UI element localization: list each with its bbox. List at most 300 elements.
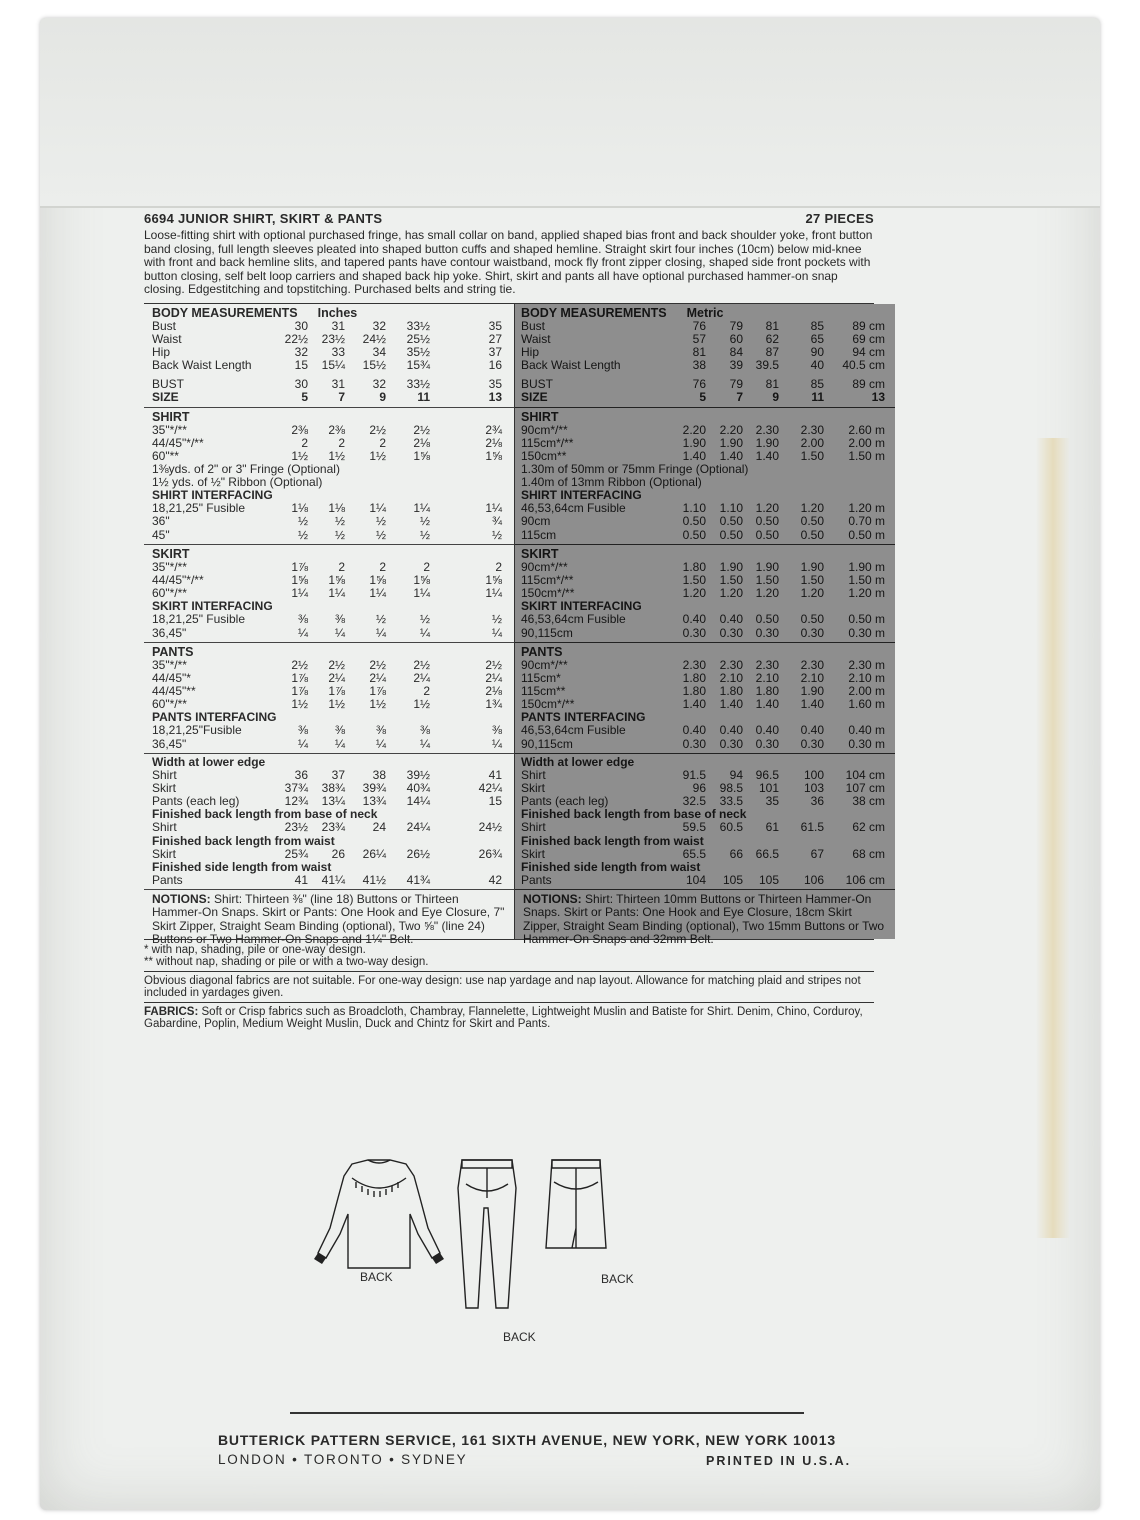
size-value: 0.50 xyxy=(755,527,779,542)
row-label: 46,53,64cm Fusible xyxy=(521,723,626,738)
size-value: 1.90 xyxy=(719,435,743,450)
skirt-section xyxy=(515,545,895,643)
publisher-cities: LONDON • TORONTO • SYDNEY xyxy=(218,1452,468,1467)
size-value: ½ xyxy=(297,514,308,529)
row-label: 115cm** xyxy=(521,684,566,699)
row-label: 115cm* xyxy=(521,670,561,685)
row-label: 44/45"* xyxy=(152,670,191,685)
size-value: 1½ xyxy=(369,697,386,712)
size-value: 2⅜ xyxy=(328,422,345,437)
width-title: Width at lower edge xyxy=(152,754,266,769)
size-value: 105 xyxy=(722,872,743,887)
size-value: 94 cm xyxy=(852,344,885,359)
size-value: 91.5 xyxy=(682,767,706,782)
pants-interfacing-title: PANTS INTERFACING xyxy=(521,710,646,725)
row-label: Pants (each leg) xyxy=(521,794,609,809)
size-value: 1.90 xyxy=(800,684,824,699)
size-value: 1⅝ xyxy=(369,572,386,587)
size-value: 1.20 xyxy=(755,586,779,601)
size-value: ⅜ xyxy=(375,723,386,738)
size-value: 85 xyxy=(810,318,824,333)
size-value: 2.10 m xyxy=(848,670,885,685)
size-value: 0.50 xyxy=(800,514,824,529)
shirt-inter-row xyxy=(521,515,889,528)
shirt-back-sketch xyxy=(318,1160,440,1268)
size-value: ⅜ xyxy=(297,723,308,738)
size-value: 0.50 m xyxy=(848,527,885,542)
size-value: 60.5 xyxy=(719,820,743,835)
pants-inter-row xyxy=(152,738,508,751)
shirt-title: SHIRT xyxy=(152,409,190,424)
shirt-title: SHIRT xyxy=(521,409,559,424)
shirt-interfacing-title: SHIRT INTERFACING xyxy=(521,488,642,503)
row-label: 35"*/** xyxy=(152,559,187,574)
shirt-note: 1½ yds. of ½" Ribbon (Optional) xyxy=(152,475,323,490)
yardage-tables xyxy=(144,303,885,947)
size-value: 1.20 xyxy=(755,501,779,516)
shirt-inter-row xyxy=(152,515,508,528)
size-value: 0.40 xyxy=(800,723,824,738)
size-value: 41½ xyxy=(362,872,386,887)
skirt-inter-row xyxy=(152,613,508,626)
row-label: 60"*/** xyxy=(152,697,187,712)
shirt-note: 1⅜yds. of 2" or 3" Fringe (Optional) xyxy=(152,462,340,477)
diagonal-note: Obvious diagonal fabrics are not suitable. For one-way design: use nap yardage and nap layout. Allowance for matching plaid and stripes not included in yardages given. xyxy=(144,975,874,1003)
size-value: 1⅝ xyxy=(485,572,502,587)
notions-section xyxy=(144,890,514,950)
size-value: 5 xyxy=(699,390,706,405)
row-label: 36" xyxy=(152,514,170,529)
row-label: 46,53,64cm Fusible xyxy=(521,501,626,516)
size-value: 23½ xyxy=(321,331,345,346)
pattern-header xyxy=(144,212,874,228)
size-value: 2.30 xyxy=(800,657,824,672)
size-value: 1⅝ xyxy=(413,449,430,463)
pants-interfacing-title: PANTS INTERFACING xyxy=(152,710,277,725)
size-value: ¼ xyxy=(334,625,345,640)
size-value: 24¼ xyxy=(406,820,430,835)
size-value: 65 xyxy=(810,331,824,346)
garment-sketches xyxy=(290,1158,634,1348)
notions-label: NOTIONS: xyxy=(152,891,211,906)
row-label: 45" xyxy=(152,527,170,542)
size-value: 23¾ xyxy=(321,820,345,835)
row-label: 60"** xyxy=(152,449,179,463)
size-value: 2½ xyxy=(369,422,386,437)
size-value: 37¾ xyxy=(284,781,308,795)
size-value: 42 xyxy=(488,872,502,887)
pants-row xyxy=(152,659,508,672)
row-label: 90,115cm xyxy=(521,625,573,640)
pants-section xyxy=(144,643,514,754)
size-value: 1⅞ xyxy=(328,684,345,699)
size-value: 2¾ xyxy=(485,422,502,437)
notions-text: Shirt: Thirteen ⅜" (line 18) Buttons or Thirteen Hammer-On Snaps. Skirt or Pants: One Hook and Eye Closure, 7" Skirt Zipper, Straight Seam Binding (optional), Two ⅝" (line 24) Buttons or Two Hammer-On Snaps and 1¼" Belt. xyxy=(152,891,505,947)
size-value: 15¾ xyxy=(406,358,430,373)
size-value: 0.50 xyxy=(755,612,779,627)
size-value: 24½ xyxy=(478,820,502,835)
size-value: 2¼ xyxy=(328,670,345,685)
size-value: ¼ xyxy=(419,736,430,751)
skirt-inter-row xyxy=(521,613,889,626)
size-value: 94 xyxy=(729,767,743,782)
size-value: 40¾ xyxy=(406,781,430,795)
size-value: 1⅝ xyxy=(413,572,430,587)
size-value: ½ xyxy=(419,527,430,542)
row-label: 36,45" xyxy=(152,736,187,751)
nap-footnote: * with nap, shading, pile or one-way design. xyxy=(144,943,366,956)
flap-fold-line xyxy=(40,206,1100,208)
size-value: 1⅞ xyxy=(291,670,308,685)
size-value: 2.10 xyxy=(800,670,824,685)
size-value: 0.40 xyxy=(719,723,743,738)
row-label: Pants (each leg) xyxy=(152,794,240,809)
body-measurements-section xyxy=(144,304,514,408)
size-value: ½ xyxy=(375,514,386,529)
shirt-row xyxy=(521,424,889,437)
size-value: 1.40 xyxy=(682,449,706,463)
skirt-row xyxy=(152,561,508,574)
size-value: 1⅝ xyxy=(291,572,308,587)
row-label: Bust xyxy=(152,318,177,333)
size-value: 1⅛ xyxy=(328,501,345,516)
size-value: 39½ xyxy=(406,767,430,782)
width-row xyxy=(521,795,889,808)
size-value: 35 xyxy=(488,377,502,392)
size-value: 40 xyxy=(810,358,824,373)
size-value: 1.50 m xyxy=(848,572,885,587)
size-value: 0.30 xyxy=(755,736,779,751)
size-value: 1⅝ xyxy=(485,449,502,463)
size-value: 1.80 xyxy=(719,684,743,699)
size-value: 66 xyxy=(729,846,743,861)
row-label: 44/45"*/** xyxy=(152,572,204,587)
size-value: 41¾ xyxy=(406,872,430,887)
size-value: 84 xyxy=(729,344,743,359)
size-value: 81 xyxy=(692,344,706,359)
size-value: 1⅞ xyxy=(369,684,386,699)
size-value: 106 xyxy=(803,872,824,887)
size-value: 37 xyxy=(331,767,345,782)
skirt-row xyxy=(521,561,889,574)
pants-back-sketch xyxy=(458,1160,516,1308)
back-neck-title: Finished back length from base of neck xyxy=(152,807,378,822)
size-value: 1⅝ xyxy=(328,572,345,587)
size-value: 32 xyxy=(372,377,386,392)
size-value: 2 xyxy=(423,559,430,574)
notions-text: Shirt: Thirteen 10mm Buttons or Thirteen Hammer-On Snaps. Skirt or Pants: One Hook and Eye Closure, 18cm Skirt Zipper, Straight Seam Binding (optional), Two 15mm Buttons or Two Hammer-On Snaps and 32mm Belt. xyxy=(523,891,885,947)
size-value: 0.40 xyxy=(719,612,743,627)
body-row xyxy=(521,333,889,346)
size-value: 2¼ xyxy=(485,670,502,685)
size-value: 1.90 xyxy=(800,559,824,574)
size-value: ¼ xyxy=(334,736,345,751)
size-value: 35½ xyxy=(406,344,430,359)
pants-inter-row xyxy=(521,738,889,751)
back-view-sketches xyxy=(290,1158,630,1348)
size-value: 24 xyxy=(372,820,386,835)
size-value: 0.50 xyxy=(682,527,706,542)
size-value: 38 cm xyxy=(852,794,885,809)
side-waist-title: Finished side length from waist xyxy=(521,859,701,874)
size-value: 15¼ xyxy=(321,358,345,373)
skirt-back-sketch xyxy=(546,1160,606,1248)
width-title: Width at lower edge xyxy=(521,754,635,769)
body-measurements-heading: BODY MEASUREMENTS xyxy=(521,305,667,320)
row-label: 150cm*/** xyxy=(521,586,575,601)
row-label: 90,115cm xyxy=(521,736,573,751)
row-label: Skirt xyxy=(521,846,545,861)
row-label: 90cm xyxy=(521,514,551,529)
size-value: ¼ xyxy=(491,625,502,640)
size-value: ½ xyxy=(491,527,502,542)
size-value: 0.30 m xyxy=(848,625,885,640)
size-value: 13¼ xyxy=(321,794,345,809)
size-value: 2.10 xyxy=(719,670,743,685)
size-value: 2.30 xyxy=(755,657,779,672)
size-value: 79 xyxy=(729,318,743,333)
size-value: 1½ xyxy=(291,697,308,712)
size-value: 107 cm xyxy=(845,781,885,795)
row-label: 60"*/** xyxy=(152,586,187,601)
size-value: ⅜ xyxy=(419,723,430,738)
size-value: 41 xyxy=(488,767,502,782)
size-value: 33 xyxy=(331,344,345,359)
size-value: 13 xyxy=(871,390,885,405)
size-value: 1.20 xyxy=(682,586,706,601)
size-value: 14¼ xyxy=(406,794,430,809)
size-value: 2.30 xyxy=(719,657,743,672)
shirt-section xyxy=(144,408,514,545)
printed-in: PRINTED IN U.S.A. xyxy=(706,1454,852,1468)
size-value: 26¾ xyxy=(478,846,502,861)
size-value: ½ xyxy=(375,527,386,542)
size-value: 68 cm xyxy=(852,846,885,861)
size-value: 30 xyxy=(294,377,308,392)
age-stain xyxy=(1036,438,1070,1238)
size-value: 2½ xyxy=(413,422,430,437)
row-label: Shirt xyxy=(152,820,177,835)
skirt-inter-row xyxy=(521,627,889,640)
size-value: 0.30 xyxy=(755,625,779,640)
unit-label: Metric xyxy=(686,305,724,320)
size-value: 2.20 xyxy=(682,422,706,437)
size-value: 61.5 xyxy=(800,820,824,835)
size-value: 27 xyxy=(488,331,502,346)
body-row xyxy=(152,359,508,372)
size-row xyxy=(152,391,508,404)
shirt-section xyxy=(515,408,895,545)
size-value: 0.40 xyxy=(755,723,779,738)
size-value: 2½ xyxy=(328,657,345,672)
size-value: 1½ xyxy=(291,449,308,463)
pants-inter-row xyxy=(521,724,889,737)
size-value: ¾ xyxy=(491,514,502,529)
size-value: ¼ xyxy=(375,625,386,640)
size-value: 2.20 xyxy=(719,422,743,437)
size-value: 65.5 xyxy=(682,846,706,861)
size-value: 79 xyxy=(729,377,743,392)
size-value: 1.10 xyxy=(719,501,743,516)
size-value: 81 xyxy=(765,318,779,333)
row-label: 150cm** xyxy=(521,449,567,463)
size-value: 62 xyxy=(765,331,779,346)
size-value: 0.50 xyxy=(800,612,824,627)
size-value: ½ xyxy=(375,612,386,627)
size-value: 90 xyxy=(810,344,824,359)
size-value: 1¼ xyxy=(291,586,308,601)
size-value: 0.50 xyxy=(719,514,743,529)
size-value: ¼ xyxy=(419,625,430,640)
envelope-flap xyxy=(40,18,1100,208)
size-value: ¼ xyxy=(375,736,386,751)
size-value: 41¼ xyxy=(321,872,345,887)
size-value: 31 xyxy=(331,377,345,392)
size-value: 1.50 xyxy=(682,572,706,587)
size-value: 1.50 xyxy=(719,572,743,587)
notions-label: NOTIONS: xyxy=(523,891,582,906)
size-value: 1.80 xyxy=(682,559,706,574)
size-value: 1.20 m xyxy=(848,501,885,516)
shirt-note: 1.30m of 50mm or 75mm Fringe (Optional) xyxy=(521,462,749,477)
row-label: SIZE xyxy=(152,390,179,405)
size-value: 33.5 xyxy=(719,794,743,809)
size-value: 41 xyxy=(294,872,308,887)
row-label: 18,21,25" Fusible xyxy=(152,612,245,627)
size-value: 31 xyxy=(331,318,345,333)
size-value: 85 xyxy=(810,377,824,392)
size-value: 13¾ xyxy=(362,794,386,809)
size-value: 32.5 xyxy=(682,794,706,809)
size-value: 25¾ xyxy=(284,846,308,861)
size-value: 1.40 xyxy=(719,697,743,712)
size-value: 1¼ xyxy=(328,586,345,601)
size-value: 1.40 xyxy=(755,697,779,712)
size-value: 0.70 m xyxy=(848,514,885,529)
size-value: 2.30 xyxy=(800,422,824,437)
row-label: Shirt xyxy=(152,767,177,782)
body-row xyxy=(521,320,889,333)
size-value: 100 xyxy=(803,767,824,782)
shirt-row xyxy=(152,424,508,437)
size-value: 2.10 xyxy=(755,670,779,685)
size-value: 0.50 xyxy=(755,514,779,529)
shirt-inter-row xyxy=(152,502,508,515)
row-label: 35"*/** xyxy=(152,657,187,672)
row-label: BUST xyxy=(521,377,554,392)
size-value: 2.30 xyxy=(755,422,779,437)
size-value: 38¾ xyxy=(321,781,345,795)
finished-measurements-section xyxy=(144,754,514,890)
size-value: 1⅞ xyxy=(291,684,308,699)
size-value: 89 cm xyxy=(852,318,885,333)
width-row xyxy=(152,795,508,808)
size-value: 26½ xyxy=(406,846,430,861)
size-value: 1.90 xyxy=(755,435,779,450)
size-value: 103 xyxy=(803,781,824,795)
back-neck-row xyxy=(152,821,508,834)
size-value: 76 xyxy=(692,318,706,333)
size-value: 1.50 m xyxy=(848,449,885,463)
size-value: 2¼ xyxy=(413,670,430,685)
size-value: 0.30 xyxy=(800,736,824,751)
size-value: 24½ xyxy=(362,331,386,346)
size-value: 57 xyxy=(692,331,706,346)
row-label: 115cm*/** xyxy=(521,435,574,450)
size-value: ⅜ xyxy=(491,723,502,738)
size-value: 26 xyxy=(331,846,345,861)
size-value: 98.5 xyxy=(719,781,743,795)
piece-count: 27 PIECES xyxy=(805,211,874,226)
size-value: ½ xyxy=(419,514,430,529)
row-label: 35"*/** xyxy=(152,422,187,437)
pattern-title: 6694 JUNIOR SHIRT, SKIRT & PANTS xyxy=(144,211,383,226)
row-label: 46,53,64cm Fusible xyxy=(521,612,626,627)
pants-row xyxy=(521,698,889,711)
size-value: 66.5 xyxy=(755,846,779,861)
row-label: Waist xyxy=(152,331,182,346)
row-label: Waist xyxy=(521,331,551,346)
size-value: 2⅛ xyxy=(485,684,502,699)
size-value: 1½ xyxy=(328,697,345,712)
size-value: 26¼ xyxy=(362,846,386,861)
size-value: 2 xyxy=(338,435,345,450)
size-value: 1.20 xyxy=(800,501,824,516)
size-value: 1¾ xyxy=(485,697,502,712)
row-label: 44/45"** xyxy=(152,684,196,699)
size-value: 61 xyxy=(765,820,779,835)
size-value: 1.40 xyxy=(755,449,779,463)
size-value: 2.30 xyxy=(682,657,706,672)
side-waist-row xyxy=(521,874,889,887)
fabrics-label: FABRICS: xyxy=(144,1005,199,1018)
skirt-interfacing-title: SKIRT INTERFACING xyxy=(152,599,273,614)
size-value: 1.40 xyxy=(800,697,824,712)
size-value: 0.30 xyxy=(719,625,743,640)
size-value: 1½ xyxy=(328,449,345,463)
size-value: 1.50 xyxy=(755,572,779,587)
size-value: 11 xyxy=(811,390,824,405)
pants-title: PANTS xyxy=(152,644,194,659)
row-label: Back Waist Length xyxy=(521,358,621,373)
row-label: Shirt xyxy=(521,767,546,782)
size-value: 2 xyxy=(423,684,430,699)
unit-label: Inches xyxy=(317,305,358,320)
row-label: 36,45" xyxy=(152,625,187,640)
size-value: 1.80 xyxy=(755,684,779,699)
size-value: 1.60 m xyxy=(848,697,885,712)
back-waist-title: Finished back length from waist xyxy=(152,833,335,848)
size-value: 96 xyxy=(692,781,706,795)
row-label: Hip xyxy=(152,344,171,359)
body-row xyxy=(152,333,508,346)
shirt-inter-row xyxy=(152,529,508,542)
size-value: 1½ xyxy=(413,697,430,712)
row-label: 90cm*/** xyxy=(521,559,568,574)
size-value: 1¼ xyxy=(413,586,430,601)
size-value: 0.40 xyxy=(682,612,706,627)
size-value: 39¾ xyxy=(362,781,386,795)
row-label: Back Waist Length xyxy=(152,358,252,373)
size-value: 2½ xyxy=(485,657,502,672)
size-value: 1.80 xyxy=(682,670,706,685)
size-value: 96.5 xyxy=(755,767,779,782)
side-waist-title: Finished side length from waist xyxy=(152,859,332,874)
size-value: 9 xyxy=(379,390,386,405)
size-value: 62 cm xyxy=(852,820,885,835)
size-value: 30 xyxy=(294,318,308,333)
size-value: 1.40 xyxy=(719,449,743,463)
